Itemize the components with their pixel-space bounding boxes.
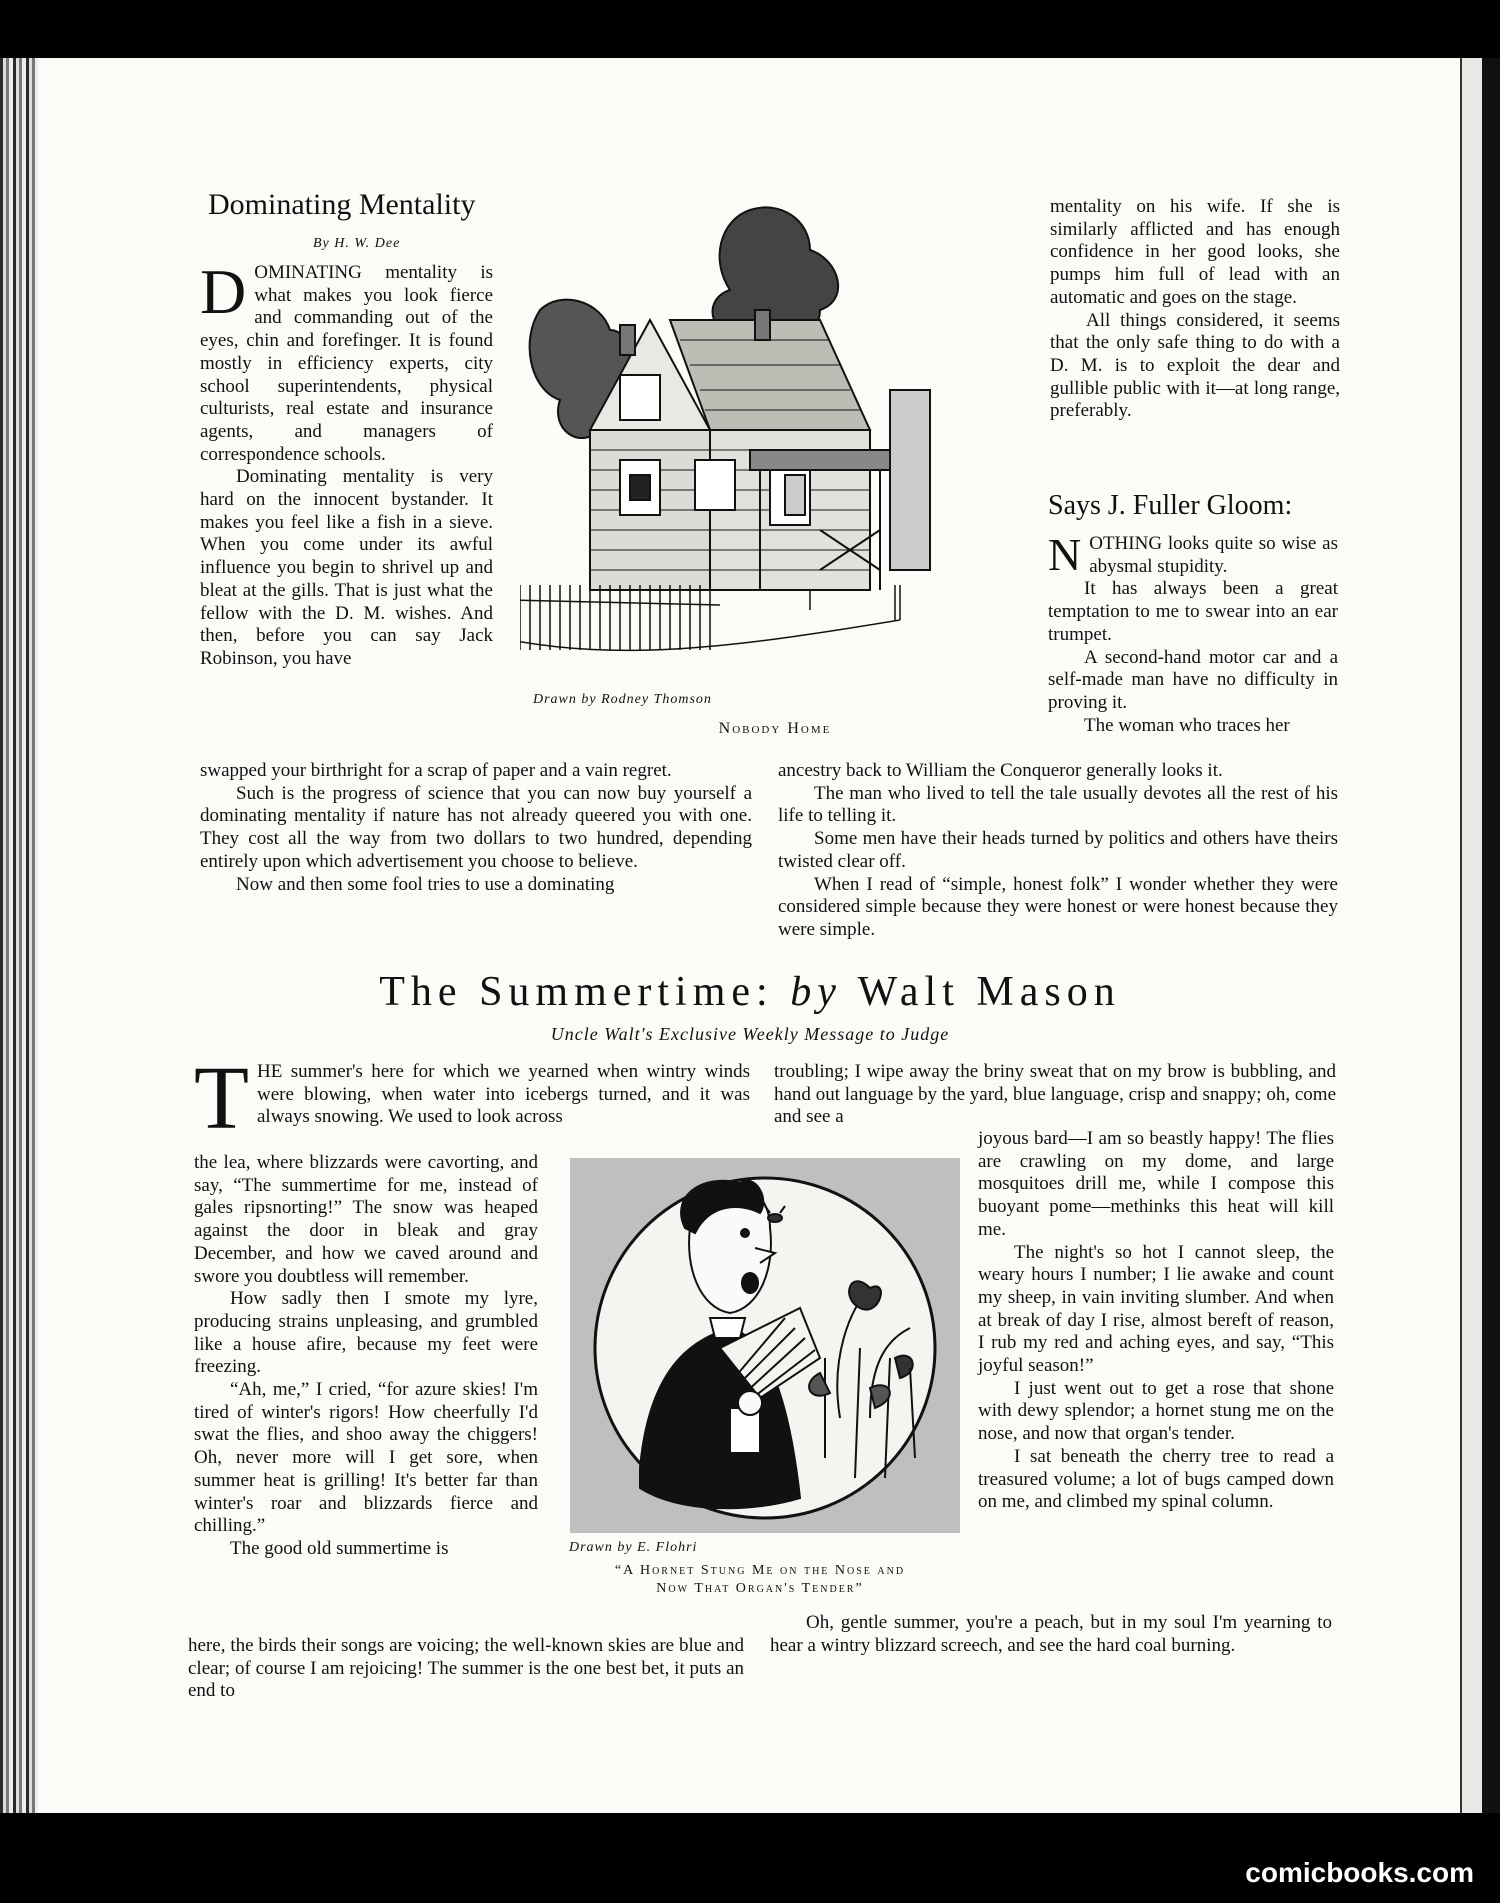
next-page-edge (1460, 58, 1484, 1813)
illustration2-title-line-1: “A Hornet Stung Me on the Nose and (614, 1563, 906, 1578)
hornet-illustration (570, 1158, 960, 1533)
illustration2-credit: Drawn by E. Flohri (569, 1540, 698, 1555)
article3-bottom-right: Oh, gentle summer, you're a peach, but in my soul I'm yearning to hear a wintry blizzard screech, and see the hard coal burning. (770, 1612, 1332, 1656)
article1-column-1: DOMINATING mentality is what makes you look fierce and commanding out of the eyes, chin and forefinger. It is found mostly in efficiency experts, city school superintendents, physical culturists, real estate and insurance agents, and managers of correspondence schools. Dominating mentality is very hard on the innocent bystander. It makes you feel like a fish in a sieve. When you come under its awful influence you begin to shrivel up and bleat at the gills. That is just what the fellow with the D. M. wishes. And then, before you can say Jack Robinson, you have (200, 256, 493, 669)
article1-para-4: Now and then some fool tries to use a dominating (236, 873, 615, 895)
house-illustration (520, 190, 1020, 690)
dropcap-n: N (1048, 529, 1082, 580)
site-watermark: comicbooks.com (1245, 1857, 1474, 1888)
illustration1-title: Nobody Home (718, 720, 832, 737)
dropcap-d: D (200, 256, 247, 327)
article3-top-right: troubling; I wipe away the briny sweat that on my brow is bubbling, and hand out language by the yard, blue language, crisp and snappy; oh, come and see a (774, 1061, 1336, 1128)
article1-continuation: mentality on his wife. If she is similarly afflicted and has enough confidence in her good looks, she pumps him full of lead with an automatic and goes on the stage. All things considered, it seems that the only safe thing to do with a D. M. is to exploit the dear and gullible public with it—at long range, preferably. (1050, 196, 1340, 422)
scan-border (1482, 58, 1500, 1813)
article3-bottom-left: here, the birds their songs are voicing; the well-known skies are blue and clear; of course I am rejoicing! The summer is the one best bet, it puts an end to (188, 1635, 744, 1702)
illustration2-title-line-2: Now That Organ's Tender” (656, 1581, 864, 1596)
illustration1-credit: Drawn by Rodney Thomson (533, 692, 712, 707)
article1-column-1-wide: swapped your birthright for a scrap of paper and a vain regret. Such is the progress of science that you can now buy yourself a dominating mentality if nature has not already queered you with one. They cost all the way from two dollars to two hundred, depending entirely upon which advertisement you choose to believe. Now and then some fool tries to use a dominating (200, 760, 752, 895)
article-title-j-fuller-gloom: Says J. Fuller Gloom: (1048, 490, 1293, 521)
article-title-dominating-mentality: Dominating Mentality (208, 188, 476, 221)
summertime-headline: The Summertime: by Walt Mason (379, 969, 1121, 1015)
article3-right-column: joyous bard—I am so beastly happy! The flies are crawling on my dome, and large mosquitoes drill me, while I compose this buoyant pome—methinks this heat will kill me. The night's so hot I cannot sleep, the weary hours I number; I lie awake and count my sheep, in vain inviting slumber. And when at break of day I rise, almost bereft of reason, I rub my red and aching eyes, and say, “This joyful season!” I just went out to get a rose that shone with dewy splendor; a hornet stung me on the nose, and now that organ's tender. I sat beneath the cherry tree to read a treasured volume; a lot of bugs camped down on me, and climbed my spinal column. (978, 1128, 1334, 1513)
article1-para-3: Such is the progress of science that you can now buy yourself a dominating mentality if nature has not already queered you with one. They cost all the way from two dollars to two hundred, depending entirely upon which advertisement you choose to believe. (200, 782, 752, 872)
dropcap-t: T (194, 1049, 249, 1148)
article2-column: NOTHING looks quite so wise as abysmal stupidity. It has always been a great temptation to me to swear into an ear trumpet. A second-hand motor car and a self-made man have no difficulty in proving it. The woman who traces her (1048, 529, 1338, 736)
summertime-subtitle: Uncle Walt's Exclusive Weekly Message to Judge (550, 1024, 950, 1044)
article2-wide-column: ancestry back to William the Conqueror generally looks it. The man who lived to tell the tale usually devotes all the rest of his life to telling it. Some men have their heads turned by politics and others have theirs twisted clear off. When I read of “simple, honest folk” I wonder whether they were considered simple because they were honest or were honest because they were simple. (778, 760, 1338, 940)
article-byline: By H. W. Dee (313, 236, 401, 251)
article3-left-column: the lea, where blizzards were cavorting, and say, “The summertime for me, instead of gales ripsnorting!” The snow was heaped against the door in bleak and gray December, and how we caved around and swore you doubtless will remember. How sadly then I smote my lyre, producing strains unpleasing, and grumbled like a house afire, because my feet were freezing. “Ah, me,” I cried, “for azure skies! I'm tired of winter's rigors! How cheerfully I'd swat the flies, and shoo away the chiggers! Oh, never more will I get sore, when summer heat is grilling! It's better far than winter's roar and blizzards fierce and chilling.” The good old summertime is (194, 1152, 538, 1559)
article1-para-2: Dominating mentality is very hard on the innocent bystander. It makes you feel like a fish in a sieve. When you come under its awful influence you begin to shrivel up and bleat at the gills. That is just what the fellow with the D. M. wishes. And then, before you can say Jack Robinson, you have (200, 466, 493, 669)
article3-top-left: THE summer's here for which we yearned when wintry winds were blowing, when water into icebergs turned, and it was always snowing. We used to look across (194, 1049, 750, 1148)
